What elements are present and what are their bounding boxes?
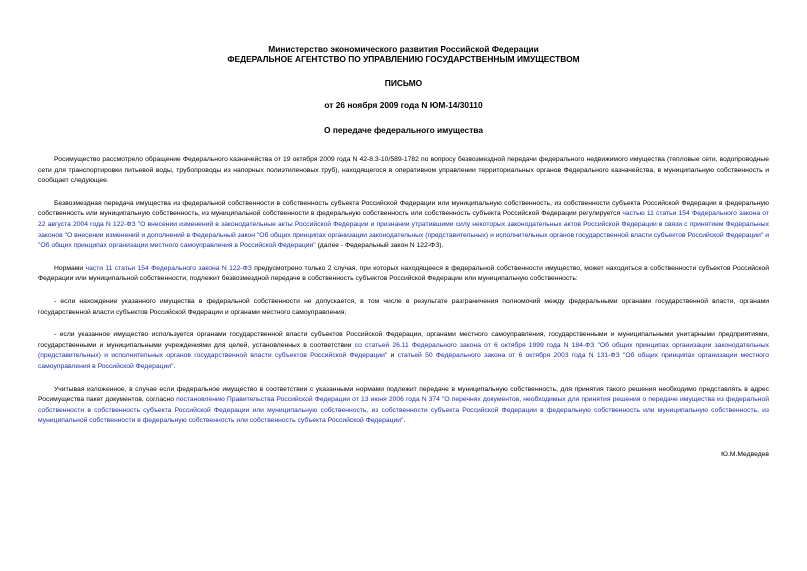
paragraph-6 [38, 385, 769, 427]
ministry-name: Министерство экономического развития Российской Федерации [268, 44, 539, 54]
article-154-part-11-link[interactable]: части 11 статьи 154 Федерального закона N 122-ФЗ [85, 264, 252, 272]
signature: Ю.М.Медведев [721, 450, 769, 458]
government-decree-374-link[interactable]: постановлению Правительства Российской Федерации от 13 июня 2006 года N 374 "О перечнях документов, необходимых для принятия решения о передаче имущества из федеральной собственности в собственность субъекта Российской Федерации или муниципальную собственность, из собственности субъекта Российской Федерации в федеральную собственность или муниципальную собственность, из муниципальной собственности в федеральную собственность или собственность субъекта Российской Федерации" [38, 396, 769, 425]
paragraph-1-text: Росимущество рассмотрело обращение Федерального казначейства от 19 октября 2009 года N 42-8.3-10/589-1782 по вопросу безвозмездной передачи федерального недвижимого имущества (тепловые сети, водопроводные сети для транспортировки питьевой воды, трубопроводы из напорных полиэтиленовых труб), находящегося в оперативном управлении территориальных органов Федерального казначейства, в муниципальную собственность и сообщает следующее. [38, 156, 769, 185]
paragraph-4-text: - если нахождение указанного имущества в федеральной собственности не допускается, в том числе в результате разграничения полномочий между федеральными органами государственной власти, органами государственной власти субъектов Российской Федерации и органами местного самоуправления; [38, 297, 769, 316]
paragraph-6-text-a: Учитывая изложенное, в случае если федеральное имущество в соответствии с указанными нормами подлежит передаче в муниципальную собственность, для принятия такого решения необходимо представлять в адрес Росимущества пакет документов, согласно [38, 385, 769, 404]
paragraph-3-text-b: предусмотрено только 2 случая, при которых находящееся в федеральной собственности имущество, может находиться в собственности субъектов Российской Федерации или муниципальной собственности, подлежит безвозмездной передаче в собственность субъектов Российской Федерации или муниципальную собственность: [38, 264, 769, 283]
document-page [38, 44, 769, 460]
paragraph-2-text-b: (далее - Федеральный закон N 122-ФЗ). [315, 242, 444, 250]
paragraph-6-text-b: . [403, 417, 406, 425]
paragraph-5-text-a: - если указанное имущество используется органами государственной власти субъектов Российской Федерации, органами местного самоуправления, государственными и муниципальными унитарными предприятиями, государственными и муниципальными учреждениями для целей, установленных в соответствии [38, 331, 769, 349]
paragraph-5 [38, 330, 769, 372]
document-subject: О передаче федерального имущества [324, 124, 483, 135]
paragraph-5-text-b: . [173, 362, 176, 370]
document-date-number: от 26 ноября 2009 года N ЮМ-14/30110 [324, 100, 483, 111]
paragraph-2-text-a: Безвозмездная передача имущества из федеральной собственности в собственность субъекта Российской Федерации или муниципальную собственность, из собственности субъекта Российской Федерации в федеральную собственность или муниципальную собственность, из муниципальной собственности в федеральную собственность или собственность субъекта Российской Федерации регулируется [38, 199, 769, 218]
agency-name: ФЕДЕРАЛЬНОЕ АГЕНТСТВО ПО УПРАВЛЕНИЮ ГОСУДАРСТВЕННЫМ ИМУЩЕСТВОМ [227, 54, 580, 65]
paragraph-4 [38, 297, 769, 318]
law-122-fz-link[interactable]: частью 11 статьи 154 Федерального закона от 22 августа 2004 года N 122-ФЗ "О внесении изменений в законодательные акты Российской Федерации и признании утратившими силу некоторых законодательных актов Российской Федерации в связи с принятием Федеральных законов "О внесении изменений и дополнений в Федеральный закон "Об общих принципах организации законодательных (представительных) и исполнительных органов государственной власти субъектов Российской Федерации" и "Об общих принципах организации местного самоуправления в Российской Федерации" [38, 210, 769, 250]
paragraph-1 [38, 155, 769, 187]
paragraph-2 [38, 199, 769, 252]
law-184-fz-link[interactable]: со статьей 26.11 Федерального закона от 6 октября 1999 года N 184-ФЗ "Об общих принципах организации законодательных (представительных) и исполнительных органов государственной власти субъектов Российской Федерации" [38, 341, 770, 360]
paragraph-3 [38, 264, 769, 285]
paragraph-5-text-mid: и [387, 352, 398, 360]
document-type: ПИСЬМО [384, 77, 423, 88]
paragraph-3-text-a: Нормами [54, 264, 86, 272]
law-131-fz-link[interactable]: статьей 50 Федерального закона от 6 октября 2003 года N 131-ФЗ "Об общих принципах организации местного самоуправления в Российской Федерации" [38, 352, 769, 370]
